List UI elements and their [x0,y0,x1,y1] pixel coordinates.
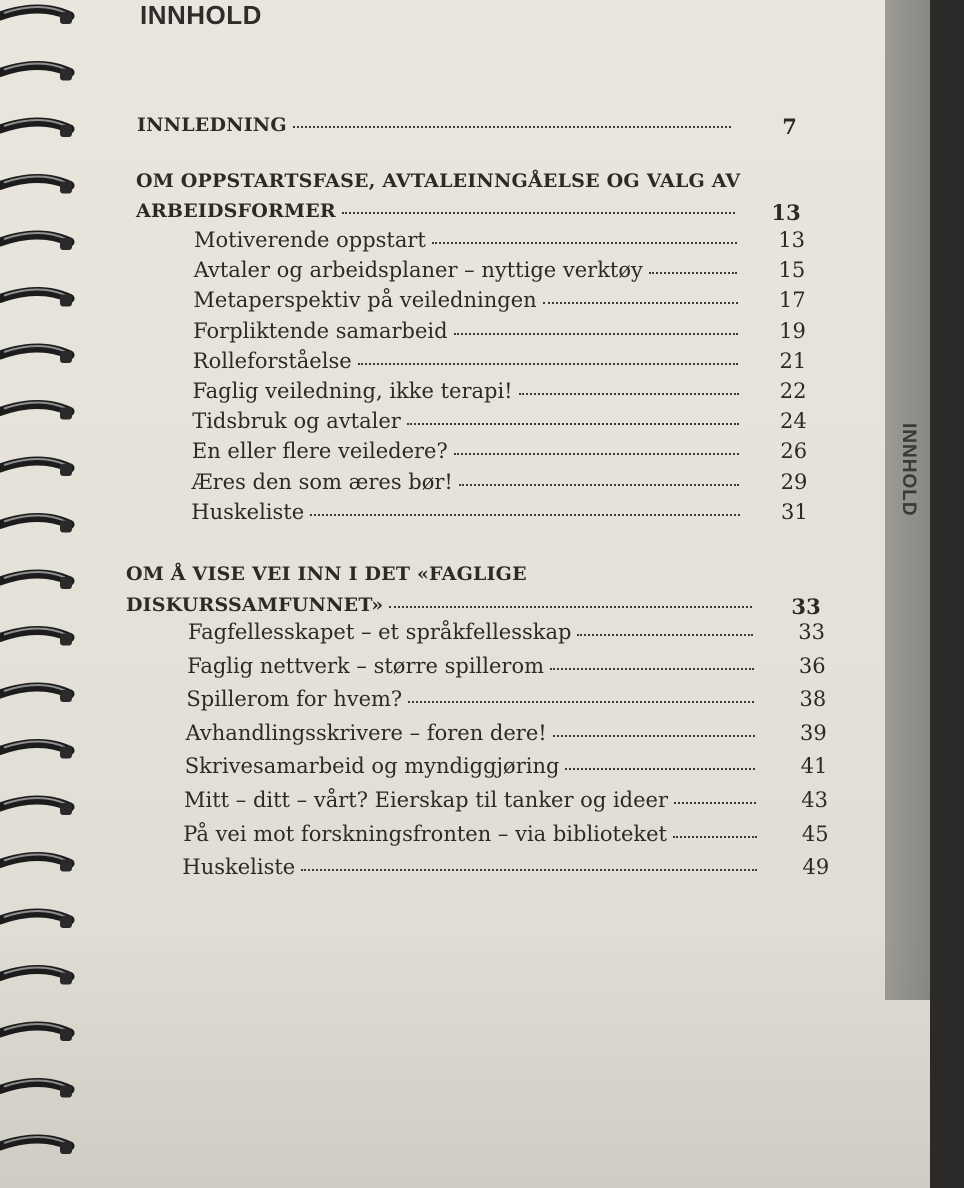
toc-chapter-oppstartsfase[interactable] [136,200,801,225]
toc-entry[interactable] [188,620,825,644]
binding-hole [60,973,72,985]
binding-hole [60,1029,72,1041]
binding-hole [60,521,72,533]
toc-entry-label: En eller flere veiledere? [191,439,448,464]
toc-page-number: 15 [778,258,806,283]
toc-leader-dots [301,869,757,871]
toc-chapter-innledning[interactable] [137,114,797,139]
toc-entry[interactable] [193,288,806,313]
toc-leader-dots [342,212,735,214]
toc-entry-label: Huskeliste [182,855,296,880]
toc-leader-dots [389,606,752,608]
toc-entry-label: Forpliktende samarbeid [193,318,448,343]
toc-leader-dots [432,242,737,244]
toc-entry-label: Avhandlingsskrivere – foren dere! [185,720,547,745]
toc-page-number: 49 [802,855,830,880]
binding-hole [60,464,72,476]
toc-entry-label: Faglig nettverk – større spillerom [187,653,545,678]
toc-page-number: 33 [791,594,821,619]
binding-hole [60,125,72,137]
binding-hole [60,1142,72,1154]
toc-entry-label: På vei mot forskningsfronten – via biblioteket [183,821,667,846]
toc-entry-label: Huskeliste [191,499,305,524]
binding-hole [60,1086,72,1098]
toc-page-number: 7 [782,114,797,139]
toc-heading: INNHOLD [140,0,262,30]
toc-page-number: 38 [799,687,827,712]
toc-page-number: 39 [800,720,827,745]
toc-entry[interactable] [194,228,805,252]
toc-entry[interactable] [184,754,828,779]
toc-entry-label: Skrivesamarbeid og myndiggjøring [184,754,560,779]
chapter-tab-label: INNHOLD [898,423,919,517]
toc-leader-dots [310,514,740,516]
toc-leader-dots [550,668,754,670]
toc-entry[interactable] [191,439,808,464]
toc-entry[interactable] [187,653,826,678]
toc-chapter-title-line: OM OPPSTARTSFASE, AVTALEINNGÅELSE OG VALG AV [136,170,741,192]
toc-entry[interactable] [193,318,806,343]
toc-leader-dots [577,634,753,636]
toc-page-number: 22 [779,379,807,403]
toc-page-number: 33 [798,620,825,644]
toc-leader-dots [454,453,739,455]
toc-entry[interactable] [185,720,827,745]
binding-hole [60,351,72,363]
toc-page-number: 13 [771,200,801,225]
toc-leader-dots [565,768,755,770]
toc-leader-dots [293,126,731,128]
toc-entry-label: Mitt – ditt – vårt? Eierskap til tanker og ideer [184,788,668,812]
toc-chapter-diskurssamfunnet[interactable] [126,594,821,619]
toc-entry-label: Faglig veiledning, ikke terapi! [192,379,513,403]
toc-entry-label: Tidsbruk og avtaler [192,409,401,434]
toc-leader-dots [408,701,754,703]
toc-entry-label: Motiverende oppstart [194,228,426,252]
toc-page-number: 19 [779,318,806,343]
binding-hole [60,12,72,24]
toc-page-number: 45 [801,821,829,846]
toc-chapter-title-line: OM Å VISE VEI INN I DET «FAGLIGE [126,563,527,585]
toc-page-number: 17 [778,288,806,313]
toc-page-number: 13 [778,228,805,252]
binding-hole [60,69,72,81]
binding-hole [60,408,72,420]
toc-entry-label: Rolleforståelse [192,348,352,373]
spiral-binding [0,0,80,1188]
toc-page-number: 21 [779,348,807,373]
toc-chapter-label: INNLEDNING [137,114,287,136]
toc-entry[interactable] [191,469,808,494]
toc-leader-dots [459,484,740,486]
binding-hole [60,916,72,928]
binding-hole [60,238,72,250]
toc-leader-dots [674,802,756,804]
toc-leader-dots [407,423,739,425]
binding-hole [60,577,72,589]
toc-entry[interactable] [186,687,827,712]
binding-hole [60,295,72,307]
toc-page-number: 41 [800,754,828,779]
toc-page-number: 31 [780,499,808,524]
toc-entry[interactable] [192,409,807,434]
binding-hole [60,747,72,759]
binding-hole [60,803,72,815]
toc-entry[interactable] [191,499,808,524]
page-number: 5 [950,1038,964,1063]
toc-entry-label: Æres den som æres bør! [191,469,453,494]
toc-entry[interactable] [182,855,830,880]
toc-page-number: 43 [801,788,828,812]
binding-hole [60,634,72,646]
toc-entry[interactable] [183,821,829,846]
binding-hole [60,182,72,194]
binding-hole [60,860,72,872]
toc-leader-dots [543,302,738,304]
toc-leader-dots [649,272,737,274]
toc-chapter-label: DISKURSSAMFUNNET» [126,594,384,616]
binding-hole [60,690,72,702]
toc-leader-dots [358,363,739,365]
toc-page-number: 24 [780,409,807,434]
toc-entry-label: Avtaler og arbeidsplaner – nyttige verktøy [193,258,643,283]
toc-entry[interactable] [192,379,807,403]
toc-leader-dots [553,735,755,737]
toc-leader-dots [519,393,739,395]
toc-chapter-label: ARBEIDSFORMER [136,200,336,222]
toc-page-number: 29 [780,469,808,494]
toc-page-number: 36 [798,653,826,678]
toc-entry-label: Spillerom for hvem? [186,687,403,712]
toc-entry-label: Metaperspektiv på veiledningen [193,288,537,313]
toc-entry-label: Fagfellesskapet – et språkfellesskap [188,620,572,644]
toc-leader-dots [454,333,738,335]
toc-entry[interactable] [184,788,828,812]
toc-entry[interactable] [192,348,807,373]
toc-entry[interactable] [193,258,806,283]
toc-page-number: 26 [780,439,808,464]
toc-leader-dots [673,836,757,838]
